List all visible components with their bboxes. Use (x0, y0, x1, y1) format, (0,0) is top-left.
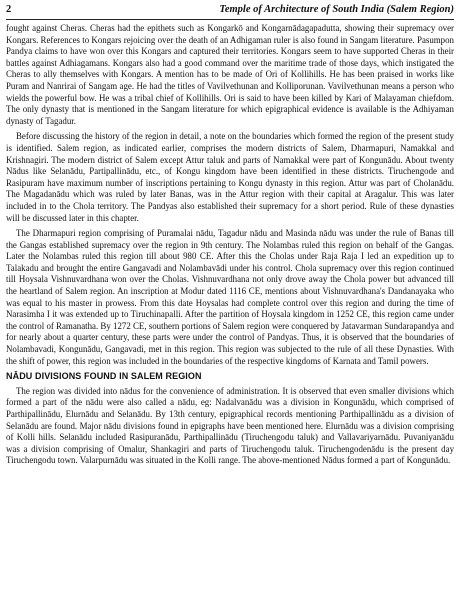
document-body (6, 23, 454, 467)
paragraph-1: fought against Cheras. Cheras had the epithets such as Kongarkō and Kongarnādagapadutta, showing their supremacy over Kongars. References to Kongars rejoicing over the death of an Adhigaman ruler is also found in Sangam literature. Pasumpon Pandya claims to have won over this Kongars and captured their territories. Kongars seem to have supported Cheras in their battles against Adhiagamans. Kongars also had a good command over the maritime trade of those days, which instigated the Cheras to ally themselves with Kongars. A mention has to be made of Ori of Kollihills. He has been praised in works like Puram and Nanrirai of Sangam age. He had the titles of Vavilvethunan and Kolliporunan. Vavilvethunan means a person who wields the powerful bow. He was a tribal chief of Kollihills. Ori is said to have been killed by Kari of Malayaman chiefdom. The only dynasty that is mentioned in the Sangam literature for which epigraphical evidence is available is the Adhiyaman dynasty of Tagadur. (6, 23, 454, 126)
page-header (6, 4, 454, 17)
paragraph-3: The Dharmapuri region comprising of Puramalai nādu, Tagadur nādu and Masinda nādu was under the rule of Banas till the Gangas established supremacy over the region in 9th century. The Nolambas ruled this region on behalf of the Gangas. Later the Nolambas ruled this region till about 980 CE. After this the Cholas under Raja Raja I led an expedition up to Talakadu and brought the entire Gangavadi and Nolambavādi under his control. Chola supremacy over this region continued till Hoysala Vishnuvardhana won over the Cholas. Vishnuvardhana not only drove away the Chola power but advanced till the heartland of Salem region. An inscription at Modur dated 1116 CE, mentions about Vishnuvardhana's Dandanayaka who was equal to his master in prowess. From this date Hoysalas had complete control over this region and during the time of Narasimha I it was extended up to Tiruchinapalli. After the partition of Hoysala kingdom in 1252 CE, this region came under the control of Ramanatha. By 1272 CE, southern portions of Salem region were conquered by Jatavarman Sundarapandya and for nearly about a quarter century, these parts were under the control of Pandyas. Thus, it is observed that the boundaries of Nolambavadi, Kongunādu, Gangavadi, met in this region. This region was subjected to the rule of all these Dynasties. With the shift of power, this region was included in the boundaries of the respective kingdoms of Karnata and Tamil powers. (6, 228, 454, 366)
page-number: 2 (6, 4, 12, 15)
running-title: Temple of Architecture of South India (Salem Region) (219, 4, 454, 15)
section-heading: NĀDU DIVISIONS FOUND IN SALEM REGION (6, 371, 202, 382)
paragraph-2: Before discussing the history of the region in detail, a note on the boundaries which formed the region of the present study is identified. Salem region, as indicated earlier, comprises the modern districts of Salem, Dharmapuri, Namakkal and Krishnagiri. The modern district of Salem except Attur taluk and parts of Namakkal were part of Kongunādu. About twenty Nādus like Selanādu, Partipallinādu, etc., of Kongu kingdom have been identified in these districts. Tiruchengode and Rasipuram have maximum number of inscriptions pertaining to Kongu dynasty in this region. Attur was part of Cholanādu. The Magadanādu which was ruled by later Banas, was in the Attur region with their capital at Aragalur. This was later included in to the Chola territory. The Pandyas also established their supremacy for a short period. Rule of these dynasties will be discussed later in this chapter. (6, 131, 454, 223)
header-rule (6, 19, 454, 20)
section-paragraph: The region was divided into nādus for the convenience of administration. It is observed that even smaller divisions which formed a part of the nādu were also called a nādu, eg: Nadalvanādu was a division in Kongunādu, which comprised of Parthipallinādu, Elurnādu and Selanādu. By 13th century, epigraphical records mentioning Parthipallinādu as a division of Selanādu are found. Major nādu divisions found in epigraphs have been mentioned here. Elurnādu was a division comprising of Kolli hills. Selanādu included Rasipuranādu, Parthipallinādu (Tiruchengodu taluk) and Vallavariyarnādu. Puvaniyanādu was a division comprising of Omalur, Shankagiri and parts of Tiruchengodu taluk. Tiruchengodenādu is the present day Tiruchengodu town. Valarpurnādu was situated in the Kolli range. The above-mentioned Nādus formed a part of Kongunādu. (6, 385, 454, 466)
